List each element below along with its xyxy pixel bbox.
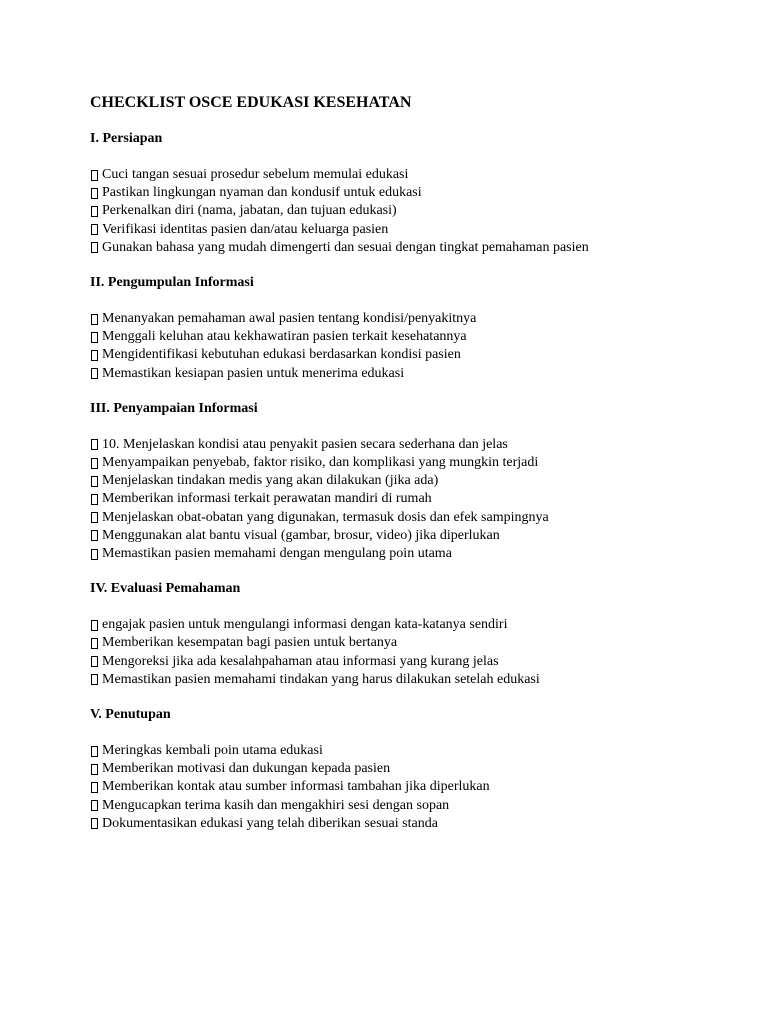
checklist-item — [90, 815, 730, 833]
checkbox-icon — [91, 674, 98, 685]
checklist — [90, 310, 730, 383]
checklist-item — [90, 184, 730, 202]
checklist-item — [90, 616, 730, 634]
checklist-item — [90, 527, 730, 545]
checkbox-icon — [91, 368, 98, 379]
checkbox-icon — [91, 782, 98, 793]
checklist-item-label: Meringkas kembali poin utama edukasi — [102, 743, 323, 759]
checklist-item — [90, 166, 730, 184]
checklist-item — [90, 310, 730, 328]
checkbox-icon — [91, 439, 98, 450]
checkbox-icon — [91, 746, 98, 757]
section-pengumpulan-informasi — [90, 274, 730, 383]
checklist-item — [90, 221, 730, 239]
checklist-item-label: Verifikasi identitas pasien dan/atau keluarga pasien — [102, 221, 389, 237]
checklist-item-label: 10. Menjelaskan kondisi atau penyakit pasien secara sederhana dan jelas — [102, 436, 508, 452]
checklist-item — [90, 472, 730, 490]
checklist-item-label: Mengucapkan terima kasih dan mengakhiri sesi dengan sopan — [102, 797, 450, 813]
checklist-item — [90, 634, 730, 652]
document-page — [90, 93, 730, 833]
checklist-item-label: Menanyakan pemahaman awal pasien tentang kondisi/penyakitnya — [102, 311, 477, 327]
checklist-item — [90, 797, 730, 815]
checklist-item — [90, 328, 730, 346]
checklist-item — [90, 365, 730, 383]
section-heading: IV. Evaluasi Pemahaman — [90, 581, 241, 597]
checkbox-icon — [91, 188, 98, 199]
checkbox-icon — [91, 494, 98, 505]
checkbox-icon — [91, 224, 98, 235]
checklist-item-label: Mengoreksi jika ada kesalahpahaman atau informasi yang kurang jelas — [102, 653, 499, 669]
checklist-item — [90, 454, 730, 472]
checkbox-icon — [91, 530, 98, 541]
checklist-item-label: engajak pasien untuk mengulangi informasi dengan kata-katanya sendiri — [102, 617, 508, 633]
checklist-item — [90, 202, 730, 220]
checkbox-icon — [91, 656, 98, 667]
checklist-item-label: Memberikan motivasi dan dukungan kepada pasien — [102, 761, 391, 777]
checkbox-icon — [91, 170, 98, 181]
checklist-item-label: Memastikan pasien memahami tindakan yang harus dilakukan setelah edukasi — [102, 671, 540, 687]
checklist-item-label: Menggunakan alat bantu visual (gambar, brosur, video) jika diperlukan — [102, 527, 500, 543]
section-penyampaian-informasi — [90, 400, 730, 563]
checkbox-icon — [91, 206, 98, 217]
checklist — [90, 166, 730, 257]
checkbox-icon — [91, 458, 98, 469]
checkbox-icon — [91, 476, 98, 487]
checklist-item-label: Cuci tangan sesuai prosedur sebelum memulai edukasi — [102, 167, 409, 182]
checklist-item — [90, 653, 730, 671]
checklist-item — [90, 509, 730, 527]
checklist-item — [90, 671, 730, 689]
checklist-item-label: Pastikan lingkungan nyaman dan kondusif untuk edukasi — [102, 185, 422, 201]
section-persiapan — [90, 130, 730, 257]
checklist-item-label: Memberikan kesempatan bagi pasien untuk bertanya — [102, 635, 398, 651]
checklist-item-label: Menjelaskan obat-obatan yang digunakan, termasuk dosis dan efek sampingnya — [102, 509, 549, 525]
checklist-item — [90, 545, 730, 563]
document-title: CHECKLIST OSCE EDUKASI KESEHATAN — [90, 94, 412, 111]
checklist-item-label: Memberikan kontak atau sumber informasi tambahan jika diperlukan — [102, 779, 490, 795]
section-heading: III. Penyampaian Informasi — [90, 400, 258, 416]
checklist-item — [90, 346, 730, 364]
checkbox-icon — [91, 818, 98, 829]
section-heading: V. Penutupan — [90, 707, 171, 723]
checklist-item — [90, 490, 730, 508]
checklist-item-label: Menjelaskan tindakan medis yang akan dilakukan (jika ada) — [102, 473, 439, 489]
checklist-item — [90, 778, 730, 796]
checklist-item-label: Mengidentifikasi kebutuhan edukasi berdasarkan kondisi pasien — [102, 347, 461, 363]
checkbox-icon — [91, 638, 98, 649]
checklist-item — [90, 436, 730, 454]
section-penutupan — [90, 706, 730, 833]
checklist-item-label: Memastikan pasien memahami dengan mengulang poin utama — [102, 546, 452, 562]
checklist — [90, 742, 730, 833]
checklist-item-label: Menggali keluhan atau kekhawatiran pasien terkait kesehatannya — [102, 329, 467, 345]
checkbox-icon — [91, 512, 98, 523]
checkbox-icon — [91, 314, 98, 325]
checklist-item-label: Memberikan informasi terkait perawatan mandiri di rumah — [102, 491, 432, 507]
checklist — [90, 436, 730, 563]
checkbox-icon — [91, 332, 98, 343]
checkbox-icon — [91, 549, 98, 560]
section-heading: I. Persiapan — [90, 131, 163, 146]
checklist-item — [90, 742, 730, 760]
checklist-item-label: Perkenalkan diri (nama, jabatan, dan tujuan edukasi) — [102, 203, 397, 219]
checklist-item-label: Menyampaikan penyebab, faktor risiko, dan komplikasi yang mungkin terjadi — [102, 455, 539, 471]
checklist-item-label: Memastikan kesiapan pasien untuk menerima edukasi — [102, 365, 405, 381]
checklist-item-label: Gunakan bahasa yang mudah dimengerti dan sesuai dengan tingkat pemahaman pasien — [102, 239, 589, 255]
section-evaluasi-pemahaman — [90, 580, 730, 689]
checkbox-icon — [91, 242, 98, 253]
checklist-item — [90, 239, 730, 257]
checkbox-icon — [91, 800, 98, 811]
checkbox-icon — [91, 620, 98, 631]
checklist-item-label: Dokumentasikan edukasi yang telah diberikan sesuai standa — [102, 815, 438, 831]
checkbox-icon — [91, 350, 98, 361]
checklist — [90, 616, 730, 689]
section-heading: II. Pengumpulan Informasi — [90, 275, 254, 291]
checklist-item — [90, 760, 730, 778]
checkbox-icon — [91, 764, 98, 775]
